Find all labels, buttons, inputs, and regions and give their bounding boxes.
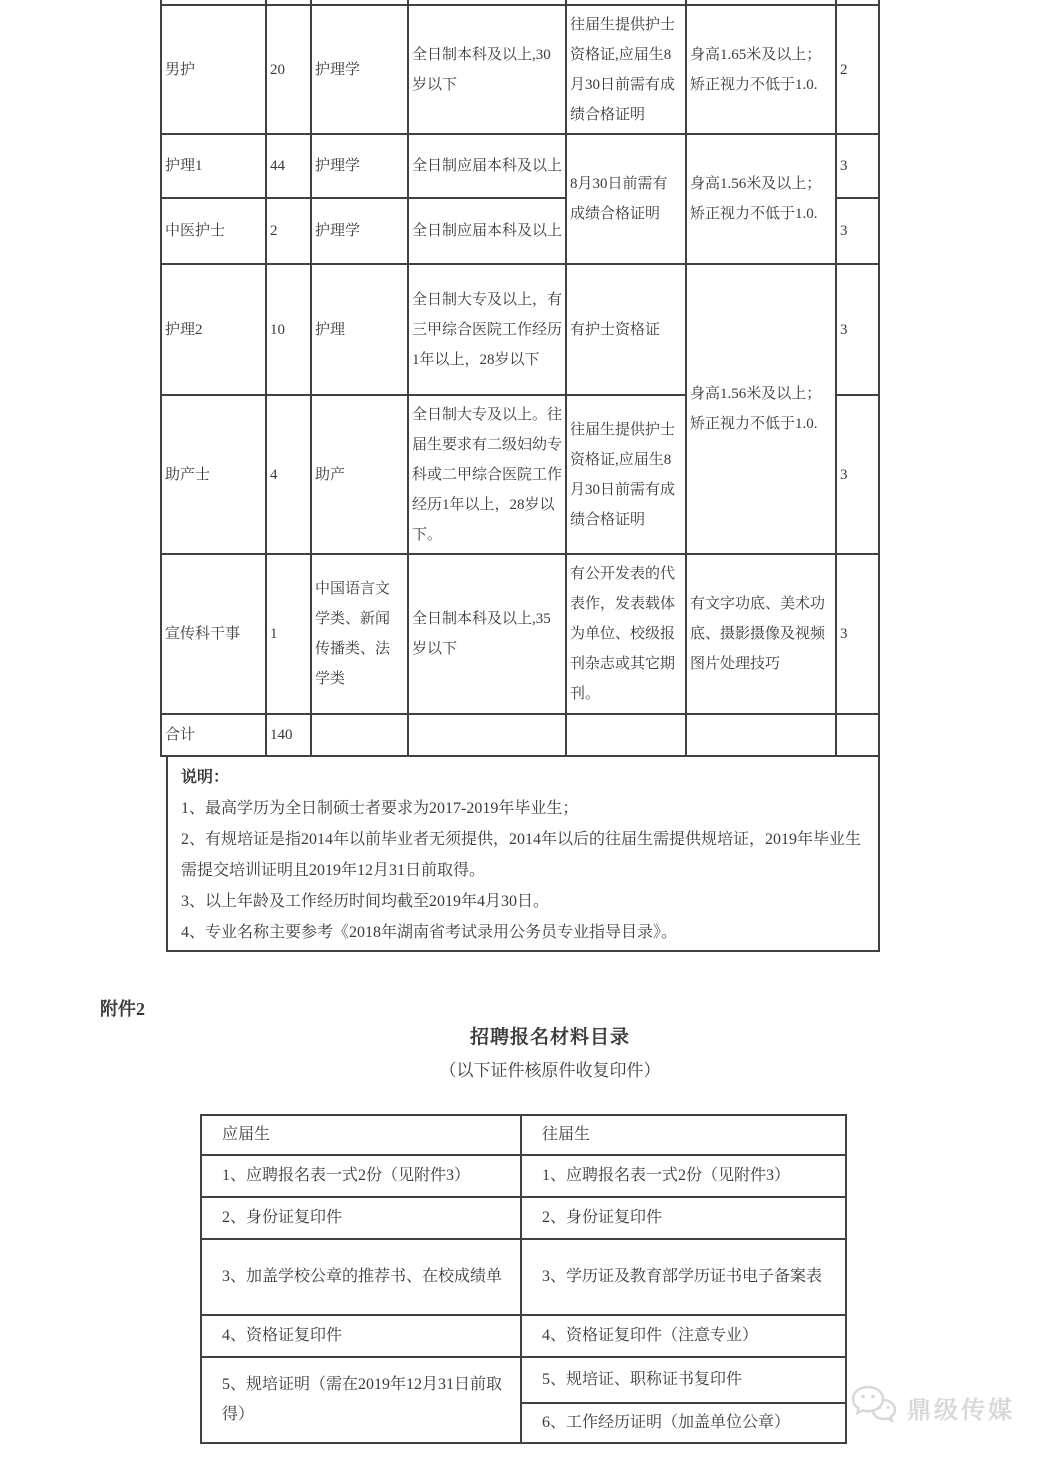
count-cell: 1 (266, 554, 311, 714)
table-row-nursing-2 (161, 264, 879, 395)
education-cell: 全日制应届本科及以上 (408, 134, 566, 198)
count-cell: 20 (266, 5, 311, 134)
table-row (201, 1155, 846, 1197)
ratio-cell: 3 (836, 395, 879, 554)
ratio-cell: 3 (836, 554, 879, 714)
count-cell: 10 (266, 264, 311, 395)
table-row (201, 1357, 846, 1403)
fresh-item-cell: 1、应聘报名表一式2份（见附件3） (201, 1155, 521, 1197)
post-cell: 护理1 (161, 134, 266, 198)
ratio-cell: 3 (836, 198, 879, 264)
previous-item-cell: 4、资格证复印件（注意专业） (521, 1315, 846, 1357)
physical-cell-merged: 身高1.56米及以上；矫正视力不低于1.0. (686, 134, 836, 264)
fresh-item-cell-merged: 5、规培证明（需在2019年12月31日前取得） (201, 1357, 521, 1443)
post-cell: 助产士 (161, 395, 266, 554)
previous-item-cell: 6、工作经历证明（加盖单位公章） (521, 1403, 846, 1443)
note-line: 1、最高学历为全日制硕士者要求为2017-2019年毕业生； (181, 800, 579, 817)
ratio-cell: 3 (836, 264, 879, 395)
fresh-item-cell: 3、加盖学校公章的推荐书、在校成绩单 (201, 1239, 521, 1315)
total-label-cell: 合计 (161, 714, 266, 756)
certificate-cell: 往届生提供护士资格证,应届生8月30日前需有成绩合格证明 (566, 395, 686, 554)
watermark-text: 鼎级传媒 (907, 1398, 1015, 1424)
count-cell: 44 (266, 134, 311, 198)
total-count-cell: 140 (266, 714, 311, 756)
fresh-item-cell: 4、资格证复印件 (201, 1315, 521, 1357)
table-row-header (201, 1115, 846, 1155)
major-cell: 护理学 (311, 5, 408, 134)
major-cell: 护理学 (311, 198, 408, 264)
education-cell: 全日制大专及以上，有三甲综合医院工作经历1年以上，28岁以下 (408, 264, 566, 395)
fresh-item-cell: 2、身份证复印件 (201, 1197, 521, 1239)
certificate-cell: 有护士资格证 (566, 264, 686, 395)
notes-box (166, 755, 880, 952)
certificate-cell-merged: 8月30日前需有成绩合格证明 (566, 134, 686, 264)
wechat-icon (850, 1384, 898, 1431)
empty-cell (686, 714, 836, 756)
education-cell: 全日制本科及以上,35岁以下 (408, 554, 566, 714)
certificate-cell: 有公开发表的代表作，发表载体为单位、校级报刊杂志或其它期刊。 (566, 554, 686, 714)
table-row-publicity-clerk (161, 554, 879, 714)
empty-cell (836, 714, 879, 756)
education-cell: 全日制大专及以上。往届生要求有二级妇幼专科或二甲综合医院工作经历1年以上，28岁以下。 (408, 395, 566, 554)
previous-item-cell: 5、规培证、职称证书复印件 (521, 1357, 846, 1403)
count-cell: 4 (266, 395, 311, 554)
previous-item-cell: 2、身份证复印件 (521, 1197, 846, 1239)
empty-cell (566, 714, 686, 756)
table-row-nursing-1 (161, 134, 879, 198)
empty-cell (311, 714, 408, 756)
major-cell: 助产 (311, 395, 408, 554)
certificate-cell: 往届生提供护士资格证,应届生8月30日前需有成绩合格证明 (566, 5, 686, 134)
attachment-title: 招聘报名材料目录 (469, 1027, 630, 1048)
note-line: 4、专业名称主要参考《2018年湖南省考试录用公务员专业指导目录》。 (181, 924, 678, 941)
table-row (201, 1197, 846, 1239)
count-cell: 2 (266, 198, 311, 264)
attachment-subtitle: （以下证件核原件收复印件） (439, 1061, 661, 1080)
attachment-label: 附件2 (100, 999, 145, 1019)
recruitment-positions-table (160, 0, 880, 757)
ratio-cell: 3 (836, 134, 879, 198)
table-row-total (161, 714, 879, 756)
table-row (201, 1239, 846, 1315)
post-cell: 护理2 (161, 264, 266, 395)
post-cell: 中医护士 (161, 198, 266, 264)
table-row-male-nurse (161, 5, 879, 134)
major-cell: 中国语言文学类、新闻传播类、法学类 (311, 554, 408, 714)
fresh-graduate-header-cell: 应届生 (201, 1115, 521, 1155)
materials-checklist-table (200, 1114, 847, 1444)
education-cell: 全日制本科及以上,30岁以下 (408, 5, 566, 134)
previous-item-cell: 1、应聘报名表一式2份（见附件3） (521, 1155, 846, 1197)
post-cell: 宣传科干事 (161, 554, 266, 714)
physical-cell: 身高1.65米及以上；矫正视力不低于1.0. (686, 5, 836, 134)
physical-cell: 有文字功底、美术功底、摄影摄像及视频图片处理技巧 (686, 554, 836, 714)
empty-cell (408, 714, 566, 756)
ratio-cell: 2 (836, 5, 879, 134)
watermark (850, 1384, 1015, 1431)
physical-cell-merged: 身高1.56米及以上；矫正视力不低于1.0. (686, 264, 836, 554)
previous-item-cell: 3、学历证及教育部学历证书电子备案表 (521, 1239, 846, 1315)
note-line: 3、以上年龄及工作经历时间均截至2019年4月30日。 (181, 893, 550, 910)
post-cell: 男护 (161, 5, 266, 134)
previous-graduate-header-cell: 往届生 (521, 1115, 846, 1155)
major-cell: 护理学 (311, 134, 408, 198)
table-row (201, 1315, 846, 1357)
major-cell: 护理 (311, 264, 408, 395)
note-line: 2、有规培证是指2014年以前毕业者无须提供，2014年以后的往届生需提供规培证，2019年毕业生需提交培训证明且2019年12月31日前取得。 (181, 831, 862, 879)
notes-title: 说明： (181, 769, 230, 786)
education-cell: 全日制应届本科及以上 (408, 198, 566, 264)
